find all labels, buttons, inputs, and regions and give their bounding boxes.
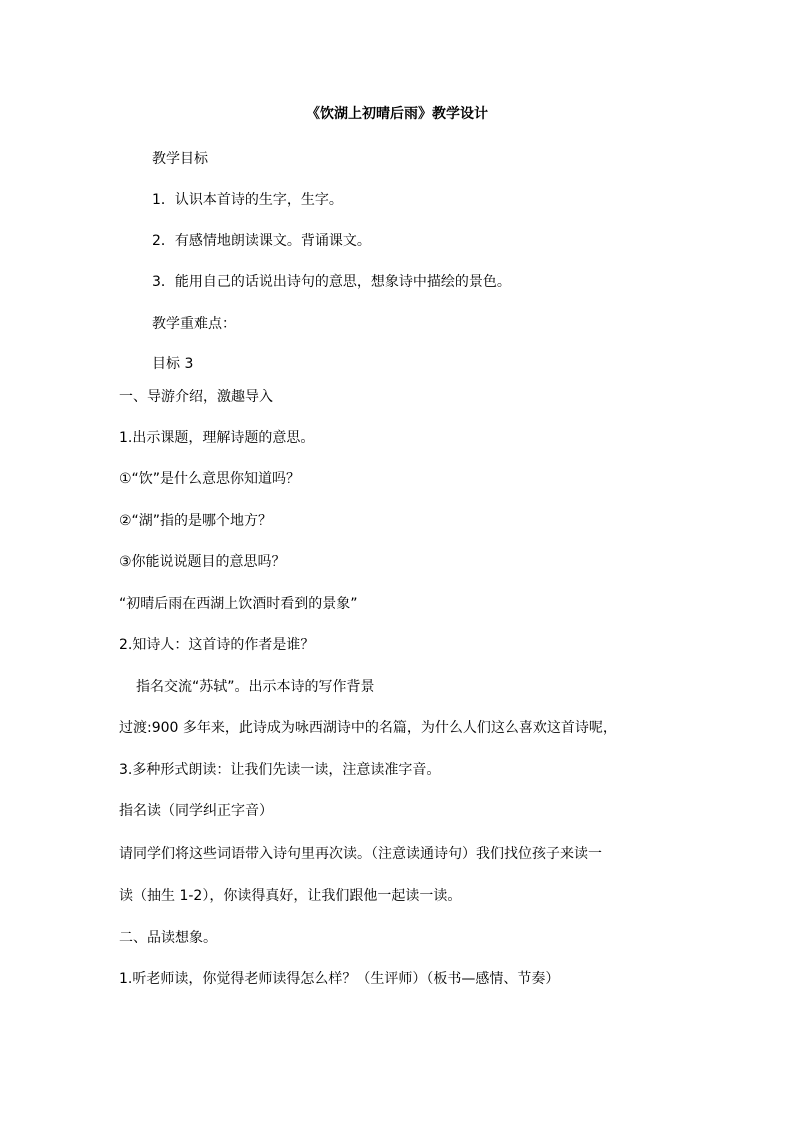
body-paragraph: 请同学们将这些词语带入诗句里再次读。（注意读通诗句）我们找位孩子来读一 bbox=[119, 846, 602, 862]
body-paragraph: 1.听老师读，你觉得老师读得怎么样？（生评师）（板书—感情、节奏） bbox=[119, 971, 560, 987]
body-paragraph: 指名交流“苏轼”。出示本诗的写作背景 bbox=[136, 679, 375, 695]
question-item-3: ③你能说说题目的意思吗？ bbox=[119, 554, 286, 570]
quote-answer: “初晴后雨在西湖上饮酒时看到的景象” bbox=[119, 596, 358, 612]
body-paragraph: 指名读（同学纠正字音） bbox=[119, 803, 273, 819]
section-heading-objectives: 教学目标 bbox=[152, 151, 208, 167]
objective-item-2: 2．有感情地朗读课文。背诵课文。 bbox=[152, 233, 371, 249]
body-paragraph: 过渡:900 多年来，此诗成为咏西湖诗中的名篇，为什么人们这么喜欢这首诗呢， bbox=[119, 720, 617, 736]
document-title: 《饮湖上初晴后雨》教学设计 bbox=[306, 106, 488, 122]
section-heading-2: 二、品读想象。 bbox=[119, 930, 217, 946]
body-paragraph: 3.多种形式朗读：让我们先读一读，注意读准字音。 bbox=[119, 762, 441, 778]
body-paragraph: 2.知诗人：这首诗的作者是谁？ bbox=[119, 637, 315, 653]
body-paragraph: 1.出示课题，理解诗题的意思。 bbox=[119, 430, 315, 446]
question-item-1: ①“饮”是什么意思你知道吗？ bbox=[119, 471, 301, 487]
objective-item-3: 3．能用自己的话说出诗句的意思，想象诗中描绘的景色。 bbox=[152, 274, 511, 290]
body-paragraph: 读（抽生 1-2），你读得真好，让我们跟他一起读一读。 bbox=[119, 888, 462, 904]
objective-item-1: 1．认识本首诗的生字，生字。 bbox=[152, 192, 343, 208]
question-item-2: ②“湖”指的是哪个地方？ bbox=[119, 513, 273, 529]
key-point-text: 目标 3 bbox=[152, 356, 194, 372]
section-heading-1: 一、导游介绍，激趣导入 bbox=[119, 389, 273, 405]
section-heading-key-points: 教学重难点： bbox=[152, 316, 236, 332]
